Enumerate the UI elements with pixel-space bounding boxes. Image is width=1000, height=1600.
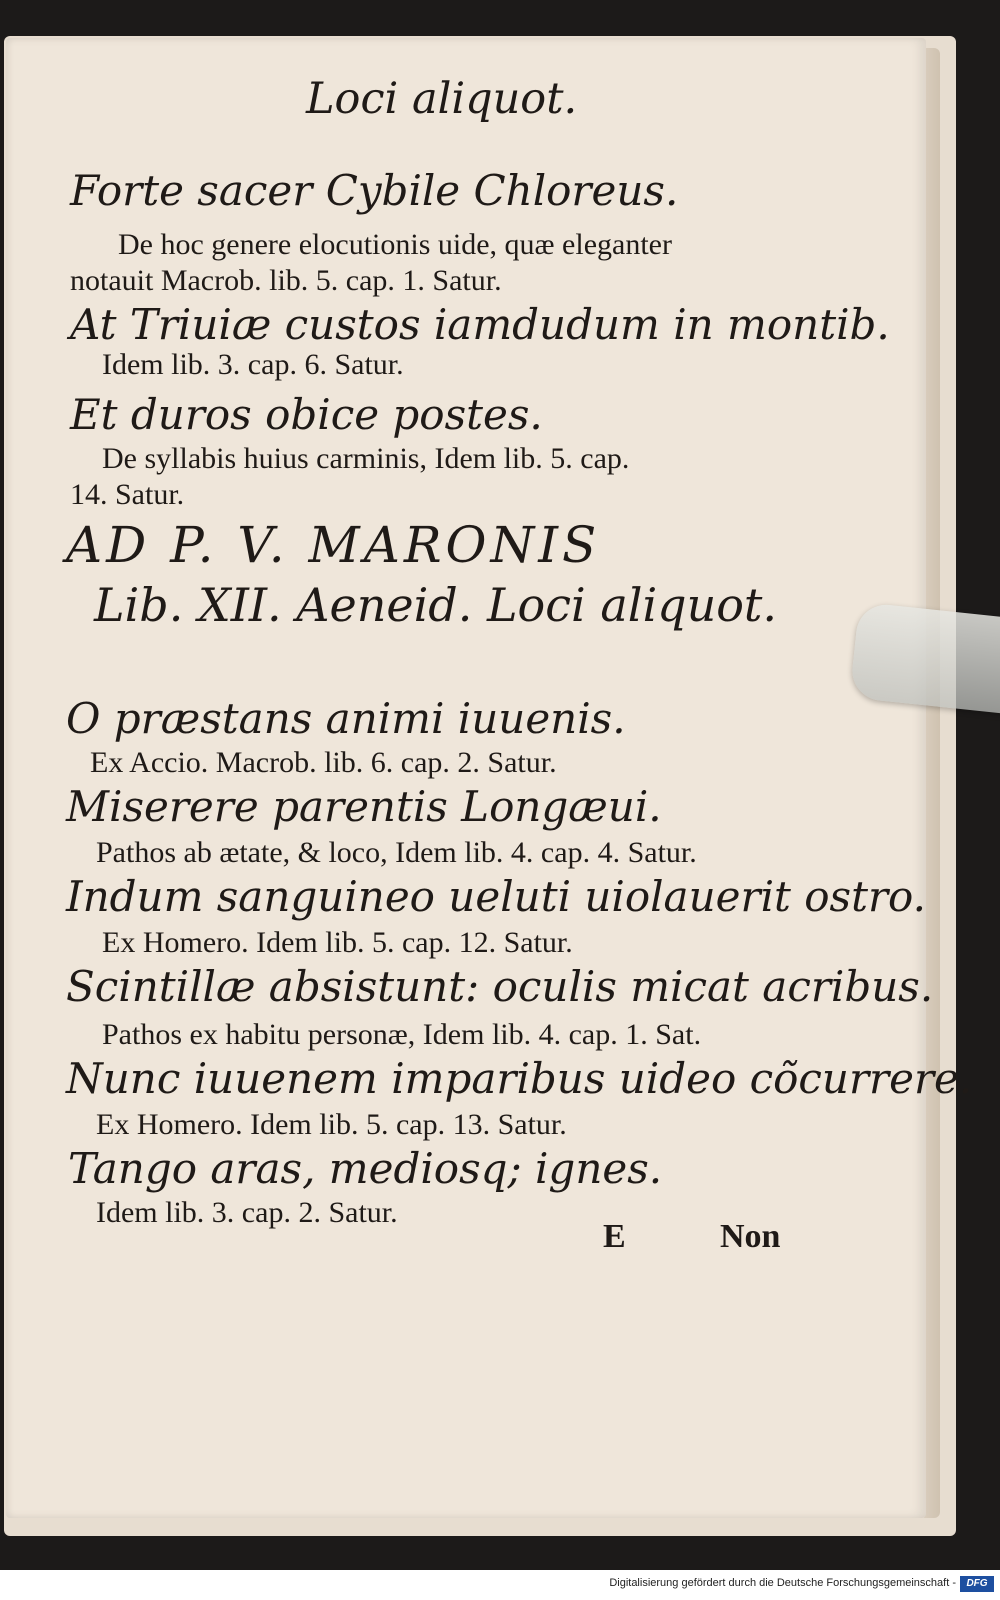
running-title: Loci aliquot. xyxy=(306,74,578,124)
lemma-9: Tango aras, mediosq; ignes. xyxy=(68,1144,663,1193)
note-3a: De syllabis huius carminis, Idem lib. 5. cap. xyxy=(102,442,630,475)
page-marker-tab xyxy=(849,602,1000,714)
footer-bar xyxy=(0,1570,1000,1600)
page-text xyxy=(6,38,973,1518)
lemma-8: Nunc iuuenem imparibus uideo cõcurrere. xyxy=(66,1054,973,1103)
footer-credit: Digitalisierung gefördert durch die Deutsche Forschungsgemeinschaft - xyxy=(609,1577,956,1589)
note-1b: notauit Macrob. lib. 5. cap. 1. Satur. xyxy=(70,264,502,297)
note-2: Idem lib. 3. cap. 6. Satur. xyxy=(102,348,404,381)
note-7: Pathos ex habitu personæ, Idem lib. 4. cap. 1. Sat. xyxy=(102,1018,702,1051)
note-6: Ex Homero. Idem lib. 5. cap. 12. Satur. xyxy=(102,926,573,959)
lemma-1: Forte sacer Cybile Chloreus. xyxy=(70,166,679,215)
lemma-5: Miserere parentis Longæui. xyxy=(66,782,662,831)
catchword: Non xyxy=(720,1218,781,1255)
note-5: Pathos ab ætate, & loco, Idem lib. 4. cap. 4. Satur. xyxy=(96,836,697,869)
dfg-logo-icon: DFG xyxy=(960,1576,994,1592)
lemma-2: At Triuiæ custos iamdudum in montib. xyxy=(70,300,890,349)
page-edge xyxy=(924,48,940,1518)
signature-mark: E xyxy=(603,1218,626,1255)
section-heading: AD P. V. MARONIS xyxy=(66,516,601,574)
lemma-6: Indum sanguineo ueluti uiolauerit ostro. xyxy=(66,872,926,921)
lemma-3: Et duros obice postes. xyxy=(70,390,543,439)
note-4: Ex Accio. Macrob. lib. 6. cap. 2. Satur. xyxy=(90,746,557,779)
note-8: Ex Homero. Idem lib. 5. cap. 13. Satur. xyxy=(96,1108,567,1141)
book-page xyxy=(6,38,973,1518)
section-subheading: Lib. XII. Aeneid. Loci aliquot. xyxy=(94,578,778,632)
lemma-4: O præstans animi iuuenis. xyxy=(66,694,626,743)
note-3b: 14. Satur. xyxy=(70,478,185,511)
note-1a: De hoc genere elocutionis uide, quæ eleganter xyxy=(118,228,672,261)
lemma-7: Scintillæ absistunt: oculis micat acribus. xyxy=(66,962,934,1011)
note-9: Idem lib. 3. cap. 2. Satur. xyxy=(96,1196,398,1229)
